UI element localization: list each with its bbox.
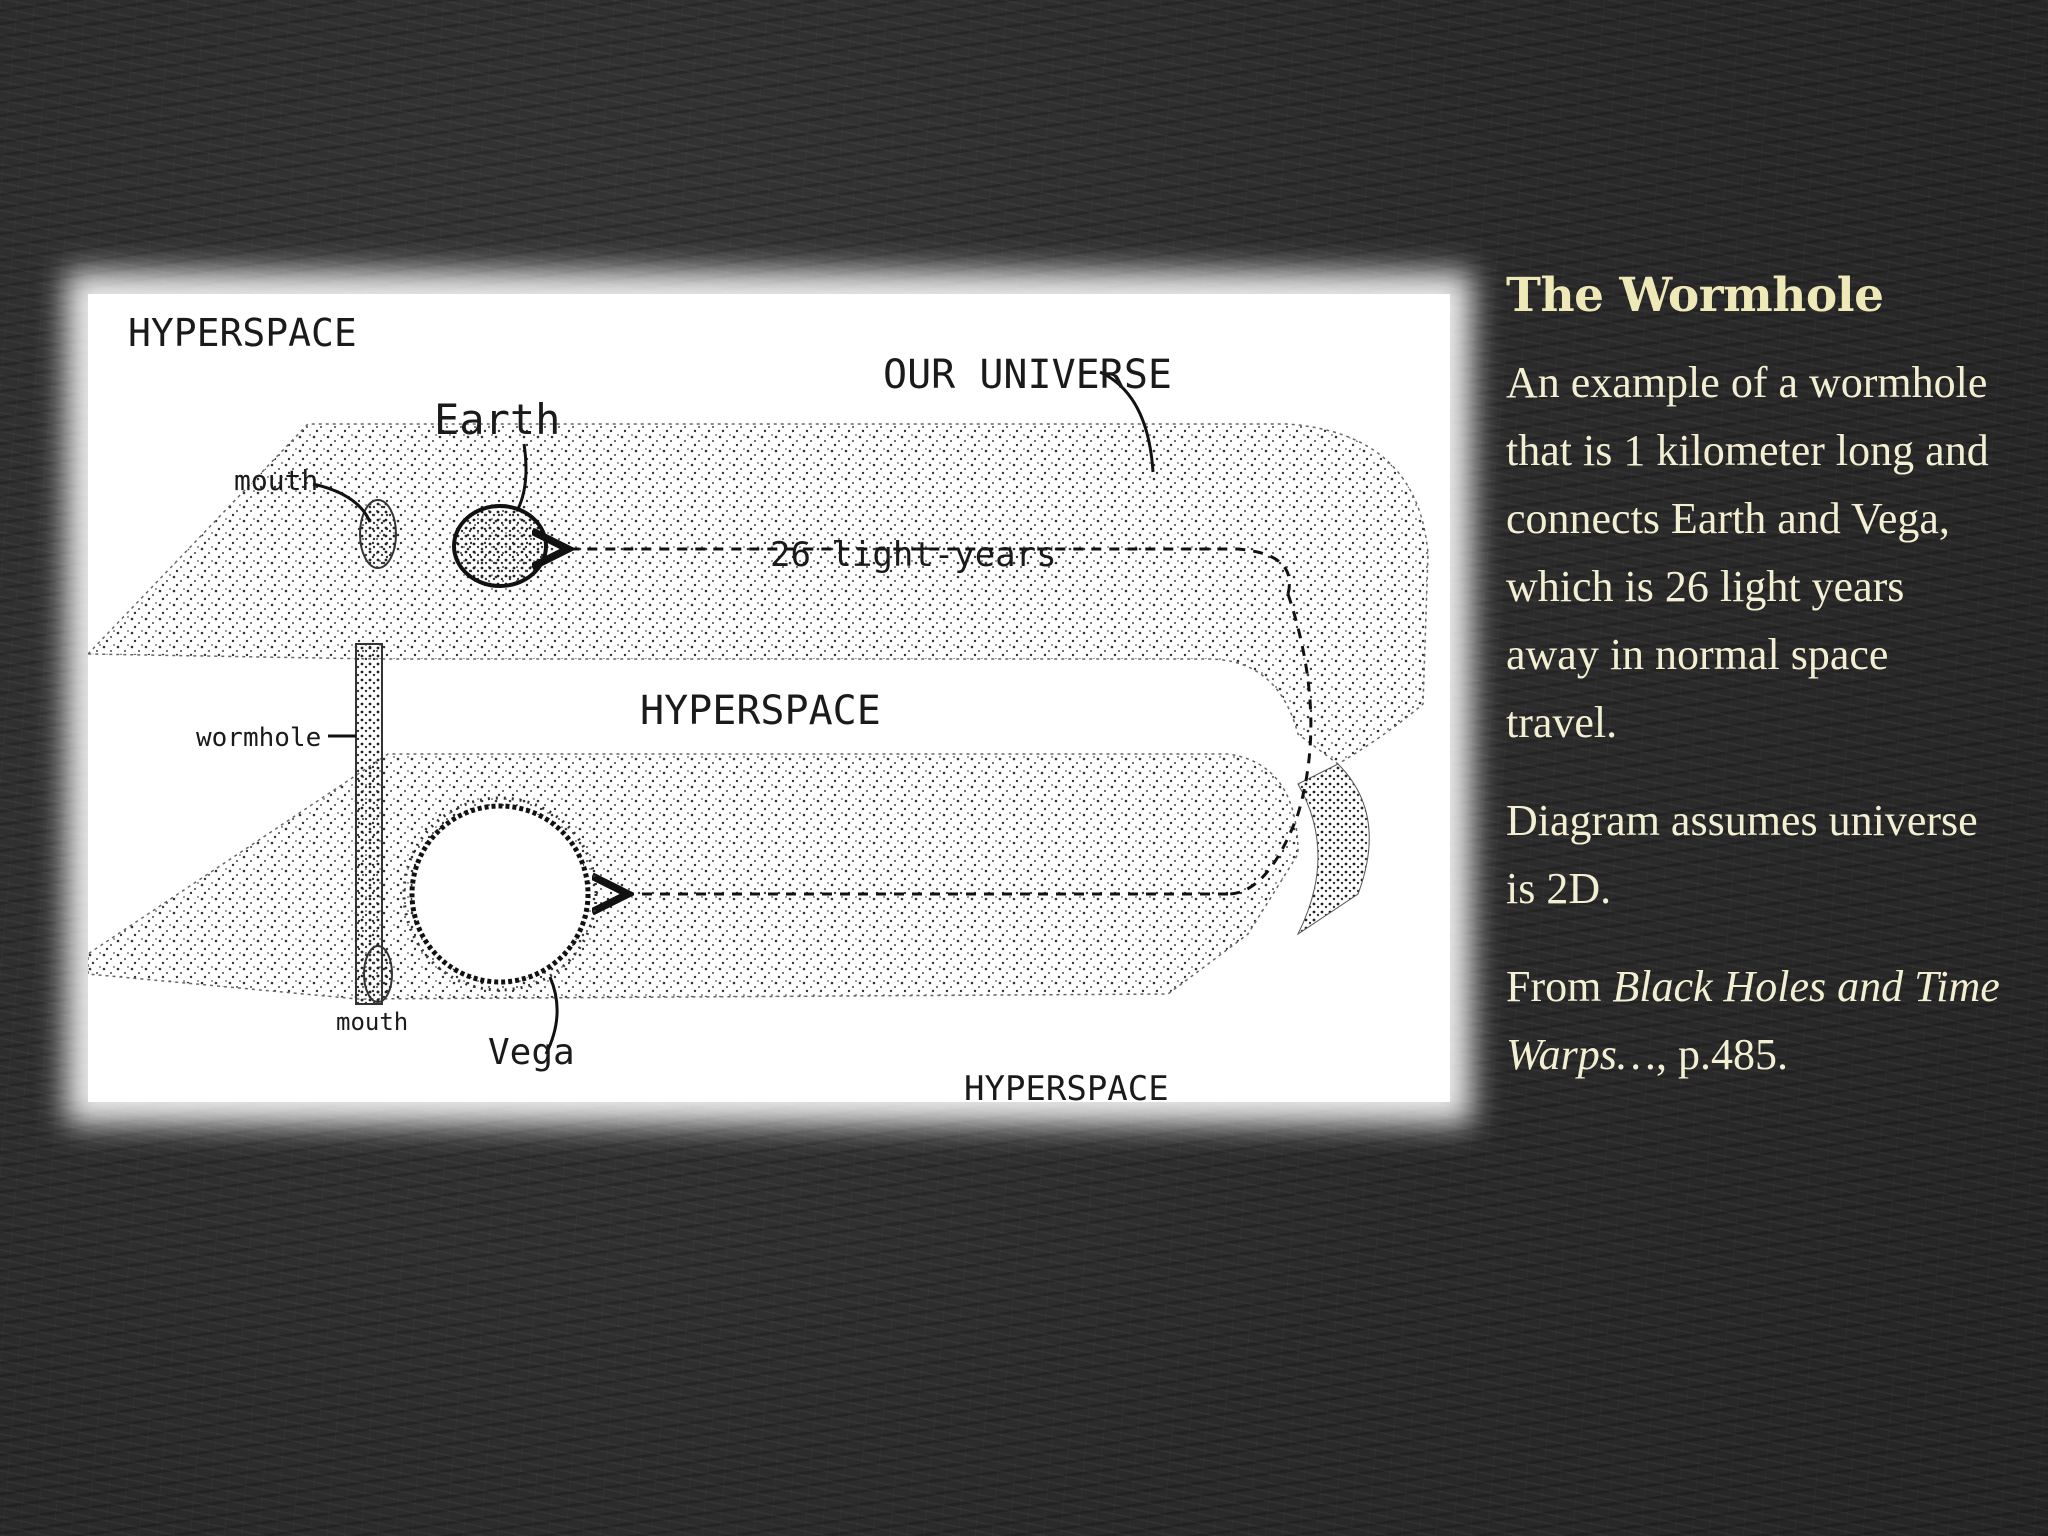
wormhole-diagram-image xyxy=(88,294,1450,1102)
lower-universe-sheet xyxy=(88,754,1298,999)
mouth-top-label: mouth xyxy=(234,464,319,497)
wormhole-label: wormhole xyxy=(196,723,322,753)
hyperspace-top-label: HYPERSPACE xyxy=(128,311,357,355)
bottom-mouth-shape xyxy=(364,946,392,1002)
earth-shape xyxy=(454,506,546,586)
citation-prefix: From xyxy=(1506,962,1613,1011)
text-panel xyxy=(1506,268,2006,1119)
hyperspace-middle-label: HYPERSPACE xyxy=(640,688,881,734)
earth-label: Earth xyxy=(434,395,561,444)
vega-shape xyxy=(412,806,588,982)
citation-book-title: Black Holes and Time Warps… xyxy=(1506,962,2000,1079)
slide-title: The Wormhole xyxy=(1506,268,1884,323)
citation-suffix: , p.485. xyxy=(1655,1030,1788,1079)
top-mouth-shape xyxy=(360,500,396,568)
mouth-bottom-label: mouth xyxy=(336,1008,409,1036)
universe-fold xyxy=(1298,764,1369,934)
distance-label: 26 light-years xyxy=(770,535,1057,575)
citation-paragraph xyxy=(1506,953,2006,1089)
vega-label: Vega xyxy=(488,1032,575,1073)
our-universe-label: OUR UNIVERSE xyxy=(883,352,1172,398)
description-paragraph: An example of a wormhole that is 1 kilometer long and connects Earth and Vega, which is 26 light years away in normal space travel. xyxy=(1506,358,1989,747)
assumption-paragraph: Diagram assumes universe is 2D. xyxy=(1506,796,1978,913)
wormhole-diagram xyxy=(88,294,1450,1102)
hyperspace-bottom-label: HYPERSPACE xyxy=(964,1069,1169,1102)
